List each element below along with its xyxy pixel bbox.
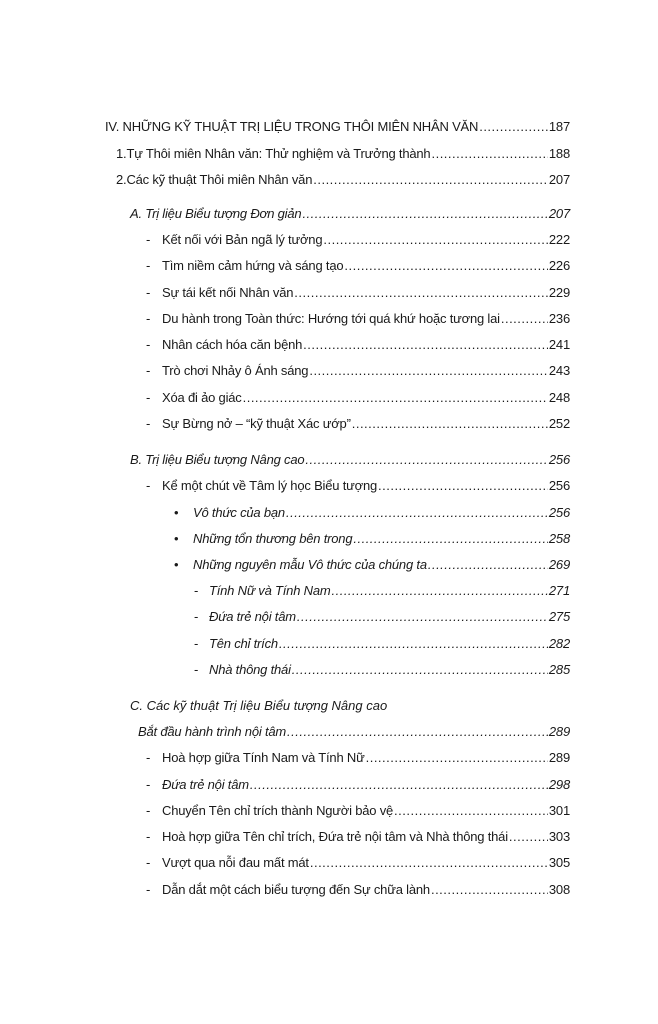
toc-dot-leader	[286, 505, 548, 521]
toc-dot-leader	[302, 206, 547, 222]
toc-title: Tên chỉ trích	[209, 636, 278, 651]
toc-item-line	[162, 258, 570, 274]
toc-page-number: 303	[548, 829, 570, 844]
toc-title: Các kỹ thuật Thôi miên Nhân văn	[126, 172, 313, 187]
toc-dot-leader	[303, 337, 548, 353]
toc-chapter-line	[105, 119, 570, 135]
toc-dot-leader	[323, 232, 548, 248]
toc-item-line	[162, 363, 570, 379]
toc-group-heading	[130, 452, 570, 468]
toc-item-line	[162, 337, 570, 353]
toc-dot-leader	[479, 119, 548, 135]
toc-bullet-line	[193, 531, 570, 547]
toc-title: Trò chơi Nhảy ô Ánh sáng	[162, 363, 309, 378]
toc-title: Xóa đi ảo giác	[162, 390, 242, 405]
toc-page-number: 226	[548, 258, 570, 273]
dash-marker: -	[146, 390, 151, 405]
toc-section-number: 1.	[116, 146, 127, 161]
dash-marker: -	[146, 285, 151, 300]
toc-title: Chuyển Tên chỉ trích thành Người bảo vệ	[162, 803, 394, 818]
toc-item-line	[162, 416, 570, 432]
toc-page-number: 252	[548, 416, 570, 431]
toc-item-line	[162, 478, 570, 494]
dash-marker: -	[146, 232, 151, 247]
toc-dot-leader	[431, 146, 547, 162]
toc-group-heading	[130, 206, 570, 222]
toc-title: Dẫn dắt một cách biểu tượng đến Sự chữa lành	[162, 882, 430, 897]
toc-title: Kết nối với Bản ngã lý tưởng	[162, 232, 323, 247]
toc-page-number: 243	[548, 363, 570, 378]
toc-dot-leader	[292, 662, 548, 678]
toc-item-line	[162, 829, 570, 845]
toc-dot-leader	[352, 416, 548, 432]
toc-item-line	[162, 311, 570, 327]
toc-page-number: 236	[548, 311, 570, 326]
toc-dot-leader	[243, 390, 548, 406]
toc-subitem-line	[209, 583, 570, 599]
toc-title: Kể một chút về Tâm lý học Biểu tượng	[162, 478, 377, 493]
toc-dot-leader	[428, 557, 548, 573]
dash-marker: -	[146, 311, 151, 326]
toc-dot-leader	[287, 724, 548, 740]
toc-subitem-line	[209, 636, 570, 652]
bullet-marker: •	[174, 531, 179, 546]
toc-bullet-line	[193, 505, 570, 521]
toc-item-line	[162, 777, 570, 793]
toc-dot-leader	[501, 311, 548, 327]
toc-title: Vô thức của bạn	[193, 505, 285, 520]
toc-title: B. Trị liệu Biểu tượng Nâng cao	[130, 452, 305, 467]
toc-page-number: 222	[548, 232, 570, 247]
toc-item-line	[162, 855, 570, 871]
toc-page-number: 256	[548, 478, 570, 493]
toc-title: Tìm niềm cảm hứng và sáng tạo	[162, 258, 344, 273]
toc-dot-leader	[509, 829, 548, 845]
toc-dot-leader	[309, 363, 548, 379]
toc-dot-leader	[313, 172, 548, 188]
toc-page-number: 271	[548, 583, 570, 598]
toc-title: Hoà hợp giữa Tên chỉ trích, Đứa trẻ nội tâm và Nhà thông thái	[162, 829, 508, 844]
toc-dot-leader	[366, 750, 548, 766]
toc-page-number: 248	[548, 390, 570, 405]
toc-title: Nhà thông thái	[209, 662, 291, 677]
toc-title: IV. NHỮNG KỸ THUẬT TRỊ LIỆU TRONG THÔI MIÊN NHÂN VĂN	[105, 119, 479, 134]
toc-page-number: 256	[548, 452, 570, 467]
toc-dot-leader	[305, 452, 547, 468]
toc-page-number: 207	[548, 206, 570, 221]
toc-page-number: 269	[548, 557, 570, 572]
toc-page-number: 241	[548, 337, 570, 352]
toc-dot-leader	[279, 636, 548, 652]
toc-page-number: 187	[548, 119, 570, 134]
toc-title: Những nguyên mẫu Vô thức của chúng ta	[193, 557, 427, 572]
toc-item-line	[162, 750, 570, 766]
bullet-marker: •	[174, 557, 179, 572]
toc-subitem-line	[209, 609, 570, 625]
dash-marker: -	[146, 803, 151, 818]
toc-title: Sự tái kết nối Nhân văn	[162, 285, 294, 300]
toc-page-number: 298	[548, 777, 570, 792]
toc-title: Sự Bừng nở – “kỹ thuật Xác ướp”	[162, 416, 351, 431]
toc-bullet-line	[193, 557, 570, 573]
toc-page-number: 305	[548, 855, 570, 870]
toc-section-line	[116, 146, 570, 162]
dash-marker: -	[146, 258, 151, 273]
toc-group-subheading	[138, 724, 570, 740]
toc-item-line	[162, 285, 570, 301]
toc-item-line	[162, 803, 570, 819]
toc-title: Đứa trẻ nội tâm	[209, 609, 296, 624]
toc-dot-leader	[310, 855, 548, 871]
toc-dot-leader	[394, 803, 548, 819]
toc-title: Tự Thôi miên Nhân văn: Thử nghiệm và Trưởng thành	[126, 146, 431, 161]
dash-marker: -	[146, 416, 151, 431]
toc-item-line	[162, 390, 570, 406]
dash-marker: -	[194, 636, 199, 651]
dash-marker: -	[146, 478, 151, 493]
toc-group-heading: C. Các kỹ thuật Trị liệu Biểu tượng Nâng cao	[130, 698, 388, 713]
toc-section-number: 2.	[116, 172, 127, 187]
toc-page-number: 285	[548, 662, 570, 677]
toc-title: Tính Nữ và Tính Nam	[209, 583, 331, 598]
toc-dot-leader	[250, 777, 548, 793]
toc-subitem-line	[209, 662, 570, 678]
toc-page-number: 258	[548, 531, 570, 546]
dash-marker: -	[146, 363, 151, 378]
dash-marker: -	[194, 662, 199, 677]
toc-dot-leader	[353, 531, 548, 547]
toc-title: Những tổn thương bên trong	[193, 531, 353, 546]
toc-dot-leader	[297, 609, 548, 625]
toc-title: Đứa trẻ nội tâm	[162, 777, 249, 792]
toc-dot-leader	[378, 478, 548, 494]
toc-section-line	[116, 172, 570, 188]
toc-page-number: 289	[548, 724, 570, 739]
toc-title: Du hành trong Toàn thức: Hướng tới quá khứ hoặc tương lai	[162, 311, 500, 326]
toc-page-number: 256	[548, 505, 570, 520]
toc-title: Bắt đầu hành trình nội tâm	[138, 724, 287, 739]
toc-item-line	[162, 232, 570, 248]
toc-title: Vượt qua nỗi đau mất mát	[162, 855, 309, 870]
dash-marker: -	[146, 882, 151, 897]
dash-marker: -	[146, 750, 151, 765]
bullet-marker: •	[174, 505, 179, 520]
toc-title: Hoà hợp giữa Tính Nam và Tính Nữ	[162, 750, 365, 765]
toc-page-number: 188	[548, 146, 570, 161]
toc-title: A. Trị liệu Biểu tượng Đơn giản	[130, 206, 302, 221]
toc-dot-leader	[331, 583, 547, 599]
toc-dot-leader	[294, 285, 548, 301]
dash-marker: -	[194, 609, 199, 624]
toc-item-line	[162, 882, 570, 898]
toc-page-number: 289	[548, 750, 570, 765]
dash-marker: -	[146, 829, 151, 844]
toc-page-number: 301	[548, 803, 570, 818]
dash-marker: -	[146, 777, 151, 792]
dash-marker: -	[194, 583, 199, 598]
toc-dot-leader	[431, 882, 548, 898]
toc-page-number: 229	[548, 285, 570, 300]
toc-page-number: 275	[548, 609, 570, 624]
toc-page-number: 282	[548, 636, 570, 651]
dash-marker: -	[146, 855, 151, 870]
toc-page-number: 207	[548, 172, 570, 187]
toc-title: Nhân cách hóa căn bệnh	[162, 337, 303, 352]
toc-page-number: 308	[548, 882, 570, 897]
dash-marker: -	[146, 337, 151, 352]
toc-dot-leader	[344, 258, 548, 274]
